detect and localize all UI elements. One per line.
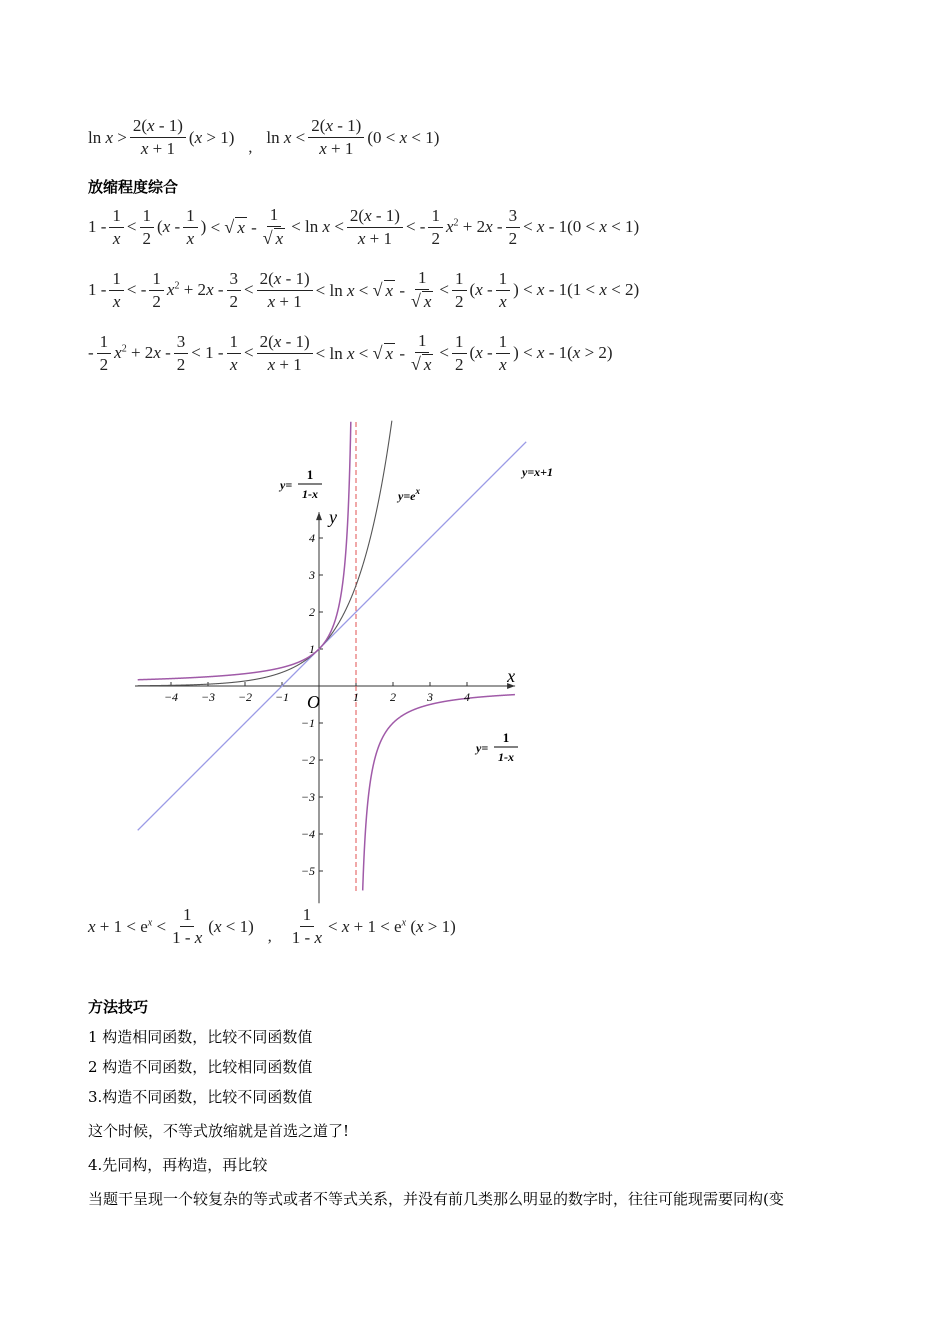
method-item-1: 1 构造相同函数，比较不同函数值 [88, 1028, 313, 1046]
origin-label: O [307, 692, 320, 712]
formula-exp-bounds: $x + 1 < e^x$ < $\frac{1}{1 - x}$ (x < 1) , $\frac{1}{1 - x}$ < $x + 1 < e^x$ (x > 1) [88, 905, 456, 947]
formula-ln-bounds: ln x > $\frac{2(x - 1)}{x + 1}$ (x > 1) , ln x < $\frac{2(x - 1)}{x + 1}$ (0 < x < 1) [88, 116, 440, 158]
x-tick-label: 2 [390, 690, 396, 704]
x-tick-label: −2 [237, 690, 253, 704]
method-item-3: 3.构造不同函数，比较不同函数值 [88, 1088, 313, 1106]
function-graph [130, 420, 554, 900]
svg-text:1: 1 [306, 467, 314, 482]
svg-text:1-x: 1-x [302, 487, 318, 501]
y-tick-label: 3 [309, 568, 315, 582]
label-exp: $y=e^x$ [398, 486, 420, 503]
y-tick-label: −2 [300, 753, 315, 767]
y-tick-label: −3 [300, 790, 315, 804]
method-item-4: 4.先同构，再构造，再比较 [88, 1156, 268, 1174]
y-tick-label: 4 [309, 531, 315, 545]
x-tick-label: 1 [353, 690, 359, 704]
x-tick-label: 4 [464, 690, 470, 704]
svg-text:y=: y= [280, 478, 293, 492]
x-axis-label: x [507, 666, 516, 686]
inequality-chain-1: 1 - $\frac{1}{x}$ < $\frac{1}{2}$ (x - $\frac{1}{x}$ ) < √ x - $\frac{1}{√ x}$ < ln x < $\frac{2(x - 1)}{x + 1}$ < - $\frac{1}{2}$ $x^2 + 2x$ - $\frac{3}{2}$ < x - 1(0 < x < 1) [88, 205, 640, 248]
series-line-exp [138, 421, 392, 686]
x-tick-label: 3 [427, 690, 433, 704]
method-note: 这个时候，不等式放缩就是首选之道了! [88, 1122, 350, 1140]
y-tick-label: −1 [300, 716, 315, 730]
inequality-chain-2: 1 - $\frac{1}{x}$ < - $\frac{1}{2}$ $x^2 + 2x$ - $\frac{3}{2}$ < $\frac{2(x - 1)}{x + 1}$ < ln x < √ x - $\frac{1}{√ x}$ < $\frac{1}{2}$ (x - $\frac{1}{x}$ ) < x - 1(1 < x < 2) [88, 268, 640, 311]
y-axis-arrow [316, 512, 322, 520]
x-tick-label: −1 [274, 690, 290, 704]
svg-text:y=: y= [476, 741, 489, 755]
y-tick-label: 1 [309, 642, 315, 656]
inequality-chain-3: - $\frac{1}{2}$ $x^2 + 2x$ - $\frac{3}{2}$ < 1 - $\frac{1}{x}$ < $\frac{2(x - 1)}{x + 1}$ < ln x < √ x - $\frac{1}{√ x}$ < $\frac{1}{2}$ (x - $\frac{1}{x}$ ) < x - 1(x > 2) [88, 331, 613, 374]
svg-text:1: 1 [502, 730, 510, 745]
series-line-x-plus-1 [138, 442, 527, 831]
series-line-reciprocal-right [363, 695, 515, 891]
label-line: y=x+1 [522, 465, 554, 479]
y-tick-label: −4 [300, 827, 315, 841]
y-axis-label: y [329, 507, 337, 528]
label-reciprocal-upper [278, 467, 322, 501]
method-item-2: 2 构造不同函数，比较相同函数值 [88, 1058, 313, 1076]
x-tick-label: −3 [200, 690, 216, 704]
svg-text:1-x: 1-x [498, 750, 514, 764]
label-reciprocal-lower [474, 730, 518, 764]
method-paragraph: 当题干呈现一个较复杂的等式或者不等式关系，并没有前几类那么明显的数字时，往往可能现需要同构(变 [88, 1190, 784, 1208]
y-tick-label: 2 [309, 605, 315, 619]
heading-scaling: 放缩程度综合 [88, 178, 179, 196]
x-tick-label: −4 [163, 690, 179, 704]
y-tick-label: −5 [300, 864, 315, 878]
heading-method: 方法技巧 [88, 998, 149, 1016]
